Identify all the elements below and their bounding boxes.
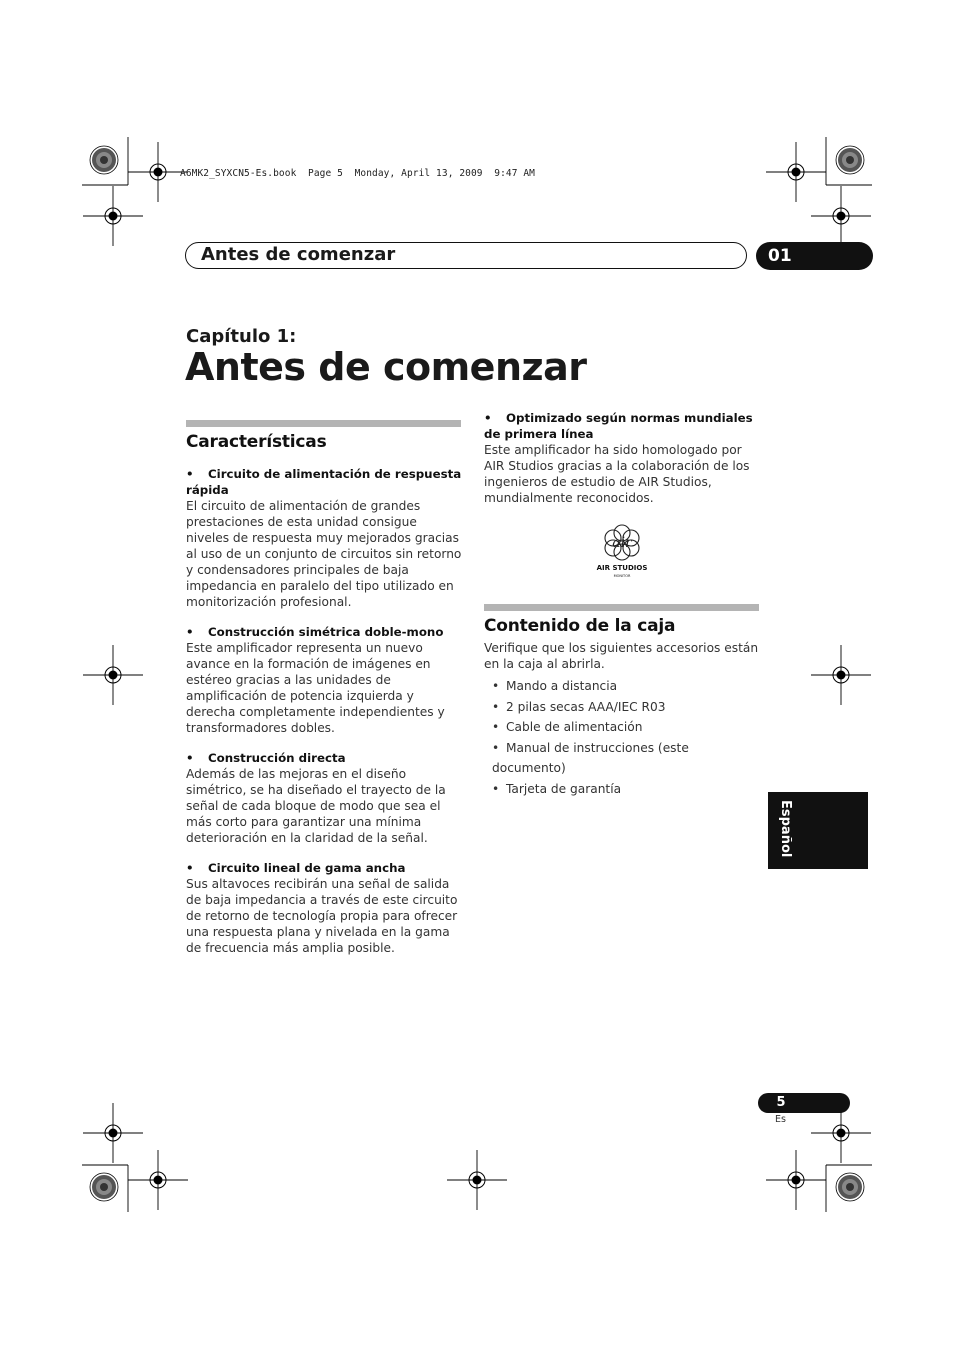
feature-item <box>186 860 462 956</box>
logo-subtitle: MONITOR <box>613 574 631 578</box>
feature-title <box>186 624 462 640</box>
bullet-icon: • <box>492 679 500 693</box>
feature-item <box>186 624 462 736</box>
registration-mark-icon <box>811 645 871 705</box>
chapter-label: Capítulo 1: <box>186 326 297 347</box>
registration-mark-icon <box>83 186 143 246</box>
list-item-text: Cable de alimentación <box>506 720 643 735</box>
list-item <box>492 779 760 800</box>
registration-star-icon <box>836 1173 864 1201</box>
list-item-text: Tarjeta de garantía <box>506 781 622 796</box>
registration-mark-icon <box>83 1103 143 1163</box>
registration-mark-icon <box>447 1150 507 1210</box>
list-item <box>492 717 760 738</box>
bullet-icon: • <box>484 411 492 425</box>
feature-item <box>484 410 760 506</box>
box-contents-list <box>492 676 760 800</box>
page-number-badge: 5 <box>758 1093 850 1113</box>
print-info-line: A6MK2_SYXCN5-Es.book Page 5 Monday, April 13, 2009 9:47 AM <box>180 168 535 179</box>
registration-star-icon <box>90 146 118 174</box>
feature-body: Además de las mejoras en el diseño simétrico, se ha diseñado el trayecto de la señal de cada bloque de modo que sea el más corto para garantizar una mínima deterioración en la claridad de la señal. <box>186 767 446 845</box>
logo-name: AIR STUDIOS <box>596 564 648 572</box>
list-item-text: Mando a distancia <box>506 679 618 693</box>
bullet-icon: • <box>492 720 500 735</box>
right-column <box>484 410 760 800</box>
feature-title-text: Circuito de alimentación de respuesta rápida <box>186 467 462 497</box>
features-heading: Características <box>186 432 327 452</box>
feature-title-text: Circuito lineal de gama ancha <box>208 861 406 875</box>
registration-star-icon <box>836 146 864 174</box>
logo-mark: air <box>612 535 632 551</box>
list-item-text: 2 pilas secas AAA/IEC R03 <box>506 699 666 714</box>
box-contents-intro: Verifique que los siguientes accesorios están en la caja al abrirla. <box>484 641 759 671</box>
feature-title-text: Construcción directa <box>208 751 346 765</box>
section-rule <box>484 604 759 611</box>
bullet-icon: • <box>492 699 500 714</box>
chapter-title: Antes de comenzar <box>185 345 587 389</box>
feature-body: Sus altavoces recibirán una señal de salida de baja impedancia a través de este circuito de retorno de tecnología propia para ofrecer una respuesta plana y nivelada en la gama de frecuencia más amplia posible. <box>186 877 458 955</box>
bullet-icon: • <box>186 861 194 875</box>
feature-item <box>186 750 462 846</box>
bullet-icon: • <box>492 740 500 755</box>
air-studios-logo-icon <box>484 520 760 584</box>
registration-mark-icon <box>83 645 143 705</box>
feature-title <box>186 466 462 498</box>
bullet-icon: • <box>186 751 194 765</box>
feature-item <box>186 466 462 610</box>
registration-mark-icon <box>811 186 871 246</box>
feature-body: Este amplificador representa un nuevo avance en la formación de imágenes en estéreo gracias a las unidades de amplificación de potencia izquierda y derecha completamente independientes y transformadores dobles. <box>186 641 445 735</box>
feature-title <box>186 860 462 876</box>
box-contents-heading: Contenido de la caja <box>484 616 676 636</box>
language-tab-label: Español <box>778 800 793 858</box>
registration-mark-icon <box>766 1150 826 1210</box>
registration-mark-icon <box>766 142 826 202</box>
running-header-title: Antes de comenzar <box>201 244 396 265</box>
page-language-code: Es <box>775 1114 786 1125</box>
registration-mark-icon <box>128 142 188 202</box>
list-item <box>492 676 760 697</box>
air-studios-logo <box>484 520 760 584</box>
bullet-icon: • <box>186 467 194 481</box>
bullet-icon: • <box>186 625 194 639</box>
feature-title <box>484 410 760 442</box>
list-item <box>492 738 760 779</box>
chapter-number-badge: 01 <box>756 242 873 270</box>
feature-body: El circuito de alimentación de grandes prestaciones de esta unidad consigue niveles de respuesta muy mejorados gracias al uso de un conjunto de circuitos sin retorno y condensadores principales de baja impedancia en paralelo del tipo utilizado en monitorización profesional. <box>186 499 462 609</box>
left-column <box>186 420 462 970</box>
feature-title <box>186 750 462 766</box>
feature-body: Este amplificador ha sido homologado por AIR Studios gracias a la colaboración de los ingenieros de estudio de AIR Studios, mundialmente reconocidos. <box>484 443 750 505</box>
bullet-icon: • <box>492 781 500 796</box>
feature-title-text: Optimizado según normas mundiales de primera línea <box>484 411 753 441</box>
list-item <box>492 697 760 718</box>
registration-star-icon <box>90 1173 118 1201</box>
section-rule <box>186 420 461 427</box>
registration-mark-icon <box>128 1150 188 1210</box>
list-item-text: Manual de instrucciones (este documento) <box>492 740 689 776</box>
feature-title-text: Construcción simétrica doble-mono <box>208 625 444 639</box>
